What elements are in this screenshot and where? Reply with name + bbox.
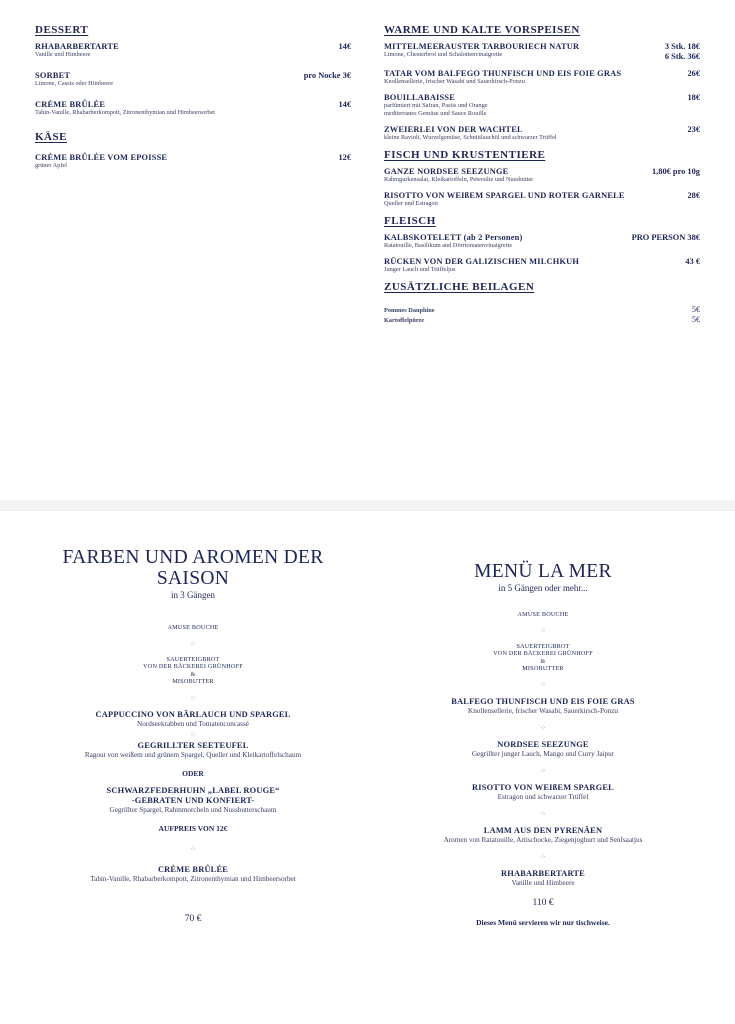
course-desc: Gegrillter Spargel, Rahmmorcheln und Nussbutterschaum [109,805,277,814]
menu-item [384,93,700,118]
course-desc: Vanille und Himbeere [511,878,575,887]
ornament-icon: ⁘ [540,766,546,775]
course-name: CRÈME BRÛLÉE [157,864,229,874]
course-desc: Estragon und schwarzer Trüffel [497,792,589,801]
item-desc: Limone, Cassis oder Himbeere [35,80,113,87]
course [390,869,696,888]
oder-label: ODER [182,768,204,778]
menu-subtitle: in 3 Gängen [171,590,215,600]
item-price: 6 Stk. 36€ [664,52,700,61]
ornament-icon: ⁘ [540,723,546,732]
section-beilagen [384,281,700,325]
course-desc: Knollensellerie, frischer Wasabi, Sauerkirsch-Ponzu [468,706,618,715]
item-prices [665,42,700,62]
ornament-icon: ⁘ [190,730,196,739]
course [40,865,346,884]
bread-line: MISOBUTTER [522,665,564,672]
ornament-icon: ⁘ [190,639,196,648]
item-name: KALBSKOTELETT (ab 2 Personen) [384,233,523,242]
ornament-icon: ⁘ [540,626,546,635]
course-desc: Aromen von Ratatouille, Artischocke, Ziegenjoghurt und Senfsaatjus [443,835,643,844]
item-price: 1,80€ pro 10g [651,167,700,176]
item-price: 3 Stk. 18€ [664,42,700,51]
course [40,710,346,729]
bread-course [390,643,696,673]
item-name: TATAR VOM BALFEGO THUNFISCH UND EIS FOIE GRAS [384,69,622,78]
side-price: 5€ [692,315,700,324]
section-title: KÄSE [35,131,67,143]
bread-line: VON DER BÄCKEREI GRÜNHOFF [493,650,593,657]
item-price: 26€ [687,69,700,78]
menu-subtitle: in 5 Gängen oder mehr... [498,583,588,593]
item-name: RHABARBERTARTE [35,42,119,51]
course [40,741,346,760]
course-name: BALFEGO THUNFISCH UND EIS FOIE GRAS [451,696,635,706]
course-desc: Ragout von weißem und grünem Spargel, Queller und Kleikartoffelschaum [84,750,302,759]
menu-item [384,69,700,86]
course-name: SCHWARZFEDERHUHN „LABEL ROUGE“ [106,785,280,795]
bread-line: & [540,657,546,665]
right-column [384,24,700,325]
section-vorspeisen [384,24,700,142]
course-name: NORDSEE SEEZUNGE [497,739,589,749]
course [40,786,346,815]
menu-item [384,167,700,184]
course-desc: Nordseekrabben und Tomatenconcassé [137,719,249,728]
bread-line: VON DER BÄCKEREI GRÜNHOFF [143,663,243,670]
item-name: ZWEIERLEI VON DER WACHTEL [384,125,523,134]
course-name: RHABARBERTARTE [501,868,585,878]
section-fleisch [384,215,700,274]
amuse-bouche: AMUSE BOUCHE [517,611,569,618]
item-desc: Junger Lauch und Trüffeljus [384,266,456,273]
item-desc: parfümiert mit Safran, Pastis und Orange [384,102,488,109]
section-title: ZUSÄTZLICHE BEILAGEN [384,281,535,293]
menu-price: 70 € [184,913,202,924]
item-desc: mediterranes Gemüse und Sauce Rouille [384,110,487,117]
course [390,783,696,802]
left-column [35,24,351,177]
item-desc: kleine Ravioli, Wurzelgemüse, Schnittlauchöl und schwarzer Trüffel [384,134,557,141]
page-divider [0,500,735,510]
section-title: FLEISCH [384,215,436,227]
set-menu-page [0,510,735,1024]
item-name: GANZE NORDSEE SEEZUNGE [384,167,509,176]
course-name: -GEBRATEN UND KONFIERT- [131,795,255,805]
ornament-icon: ⁘ [190,693,196,702]
course-desc: Gegrillter junger Lauch, Mango und Curry Jaipur [471,749,615,758]
course-desc: Tahin-Vanille, Rhabarberkompott, Zitronenthymian und Himbeersorbet [90,874,296,883]
course [390,826,696,845]
item-price: 12€ [338,153,351,162]
side-price: 5€ [692,305,700,314]
course-name: RISOTTO VON WEIßEM SPARGEL [472,782,614,792]
bread-line: SAUERTEIGBROT [516,642,570,650]
section-dessert [35,24,351,117]
menu-item [384,125,700,142]
item-name: SORBET [35,71,71,80]
menu-item [384,42,700,62]
item-desc: Vanille und Himbeere [35,51,91,58]
section-title: FISCH UND KRUSTENTIERE [384,149,546,161]
ornament-icon: ⁘ [540,680,546,689]
item-price: 43 € [685,257,700,266]
ornament-icon: ⁘ [540,809,546,818]
item-desc: Tahin-Vanille, Rhabarberkompott, Zitronenthymian und Himbeersorbet [35,109,216,116]
item-price: 28€ [687,191,700,200]
item-desc: Ratatouille, Basilikum and Dörrtomatenvinaigrette [384,242,513,249]
bread-line: MISOBUTTER [172,678,214,685]
item-name: CRÈME BRÛLÉE [35,100,106,109]
item-name: CRÈME BRÛLÉE VOM EPOISSE [35,153,168,162]
menu-saison [40,547,346,924]
side-name: Kartoffelpüree [384,317,425,324]
bread-course [40,656,346,686]
item-name: RISOTTO VON WEIßEM SPARGEL UND ROTER GARNELE [384,191,625,200]
ornament-icon: ⁘ [190,844,196,853]
menu-item [384,191,700,208]
item-price: 18€ [687,93,700,102]
menu-title: MENÜ LA MER [474,561,612,582]
surcharge: AUFPREIS VON 12€ [158,823,228,833]
course-name: LAMM AUS DEN PYRENÄEN [483,825,603,835]
menu-item [35,100,351,117]
menu-note: Dieses Menü servieren wir nur tischweise. [476,917,610,927]
item-name: MITTELMEERAUSTER TARBOURIECH NATUR [384,42,580,51]
menu-item [35,153,351,170]
course-name: GEGRILLTER SEETEUFEL [137,740,249,750]
item-price: pro Nocke 3€ [303,71,351,80]
section-kaese [35,131,351,170]
item-desc: Queller und Estragon [384,200,438,207]
item-name: RÜCKEN VON DER GALIZISCHEN MILCHKUH [384,257,580,266]
item-desc: Rahmgurkensalat, Kleikartoffeln, Petersilie und Nussbutter [384,176,534,183]
item-price: 14€ [338,100,351,109]
course [390,697,696,716]
menu-item [384,257,700,274]
menu-item [35,42,351,59]
bread-line: SAUERTEIGBROT [166,655,220,663]
menu-la-mer [390,561,696,927]
item-desc: grüner Apfel [35,162,67,169]
side-item [384,315,700,325]
menu-price: 110 € [532,897,554,908]
menu-item [384,233,700,250]
item-price: 14€ [338,42,351,51]
bread-line: & [190,670,196,678]
amuse-bouche: AMUSE BOUCHE [167,624,219,631]
course [390,740,696,759]
item-price: 23€ [687,125,700,134]
item-desc: Limone, Chesterbrot und Schalottenvinaigrette [384,51,503,58]
item-name: BOUILLABAISSE [384,93,456,102]
item-desc: Knollensellerie, frischer Wasabi und Sauerkirsch-Ponzu [384,78,525,85]
section-fisch [384,149,700,208]
ornament-icon: ⁘ [540,852,546,861]
section-title: WARME UND KALTE VORSPEISEN [384,24,580,36]
item-price: PRO PERSON 38€ [631,233,700,242]
a-la-carte-page [0,0,735,500]
menu-item [35,71,351,88]
section-title: DESSERT [35,24,89,36]
side-item [384,305,700,315]
side-name: Pommes Dauphine [384,307,435,314]
menu-title: FARBEN UND AROMEN DER SAISON [62,547,324,589]
course-name: CAPPUCCINO VON BÄRLAUCH UND SPARGEL [95,709,291,719]
